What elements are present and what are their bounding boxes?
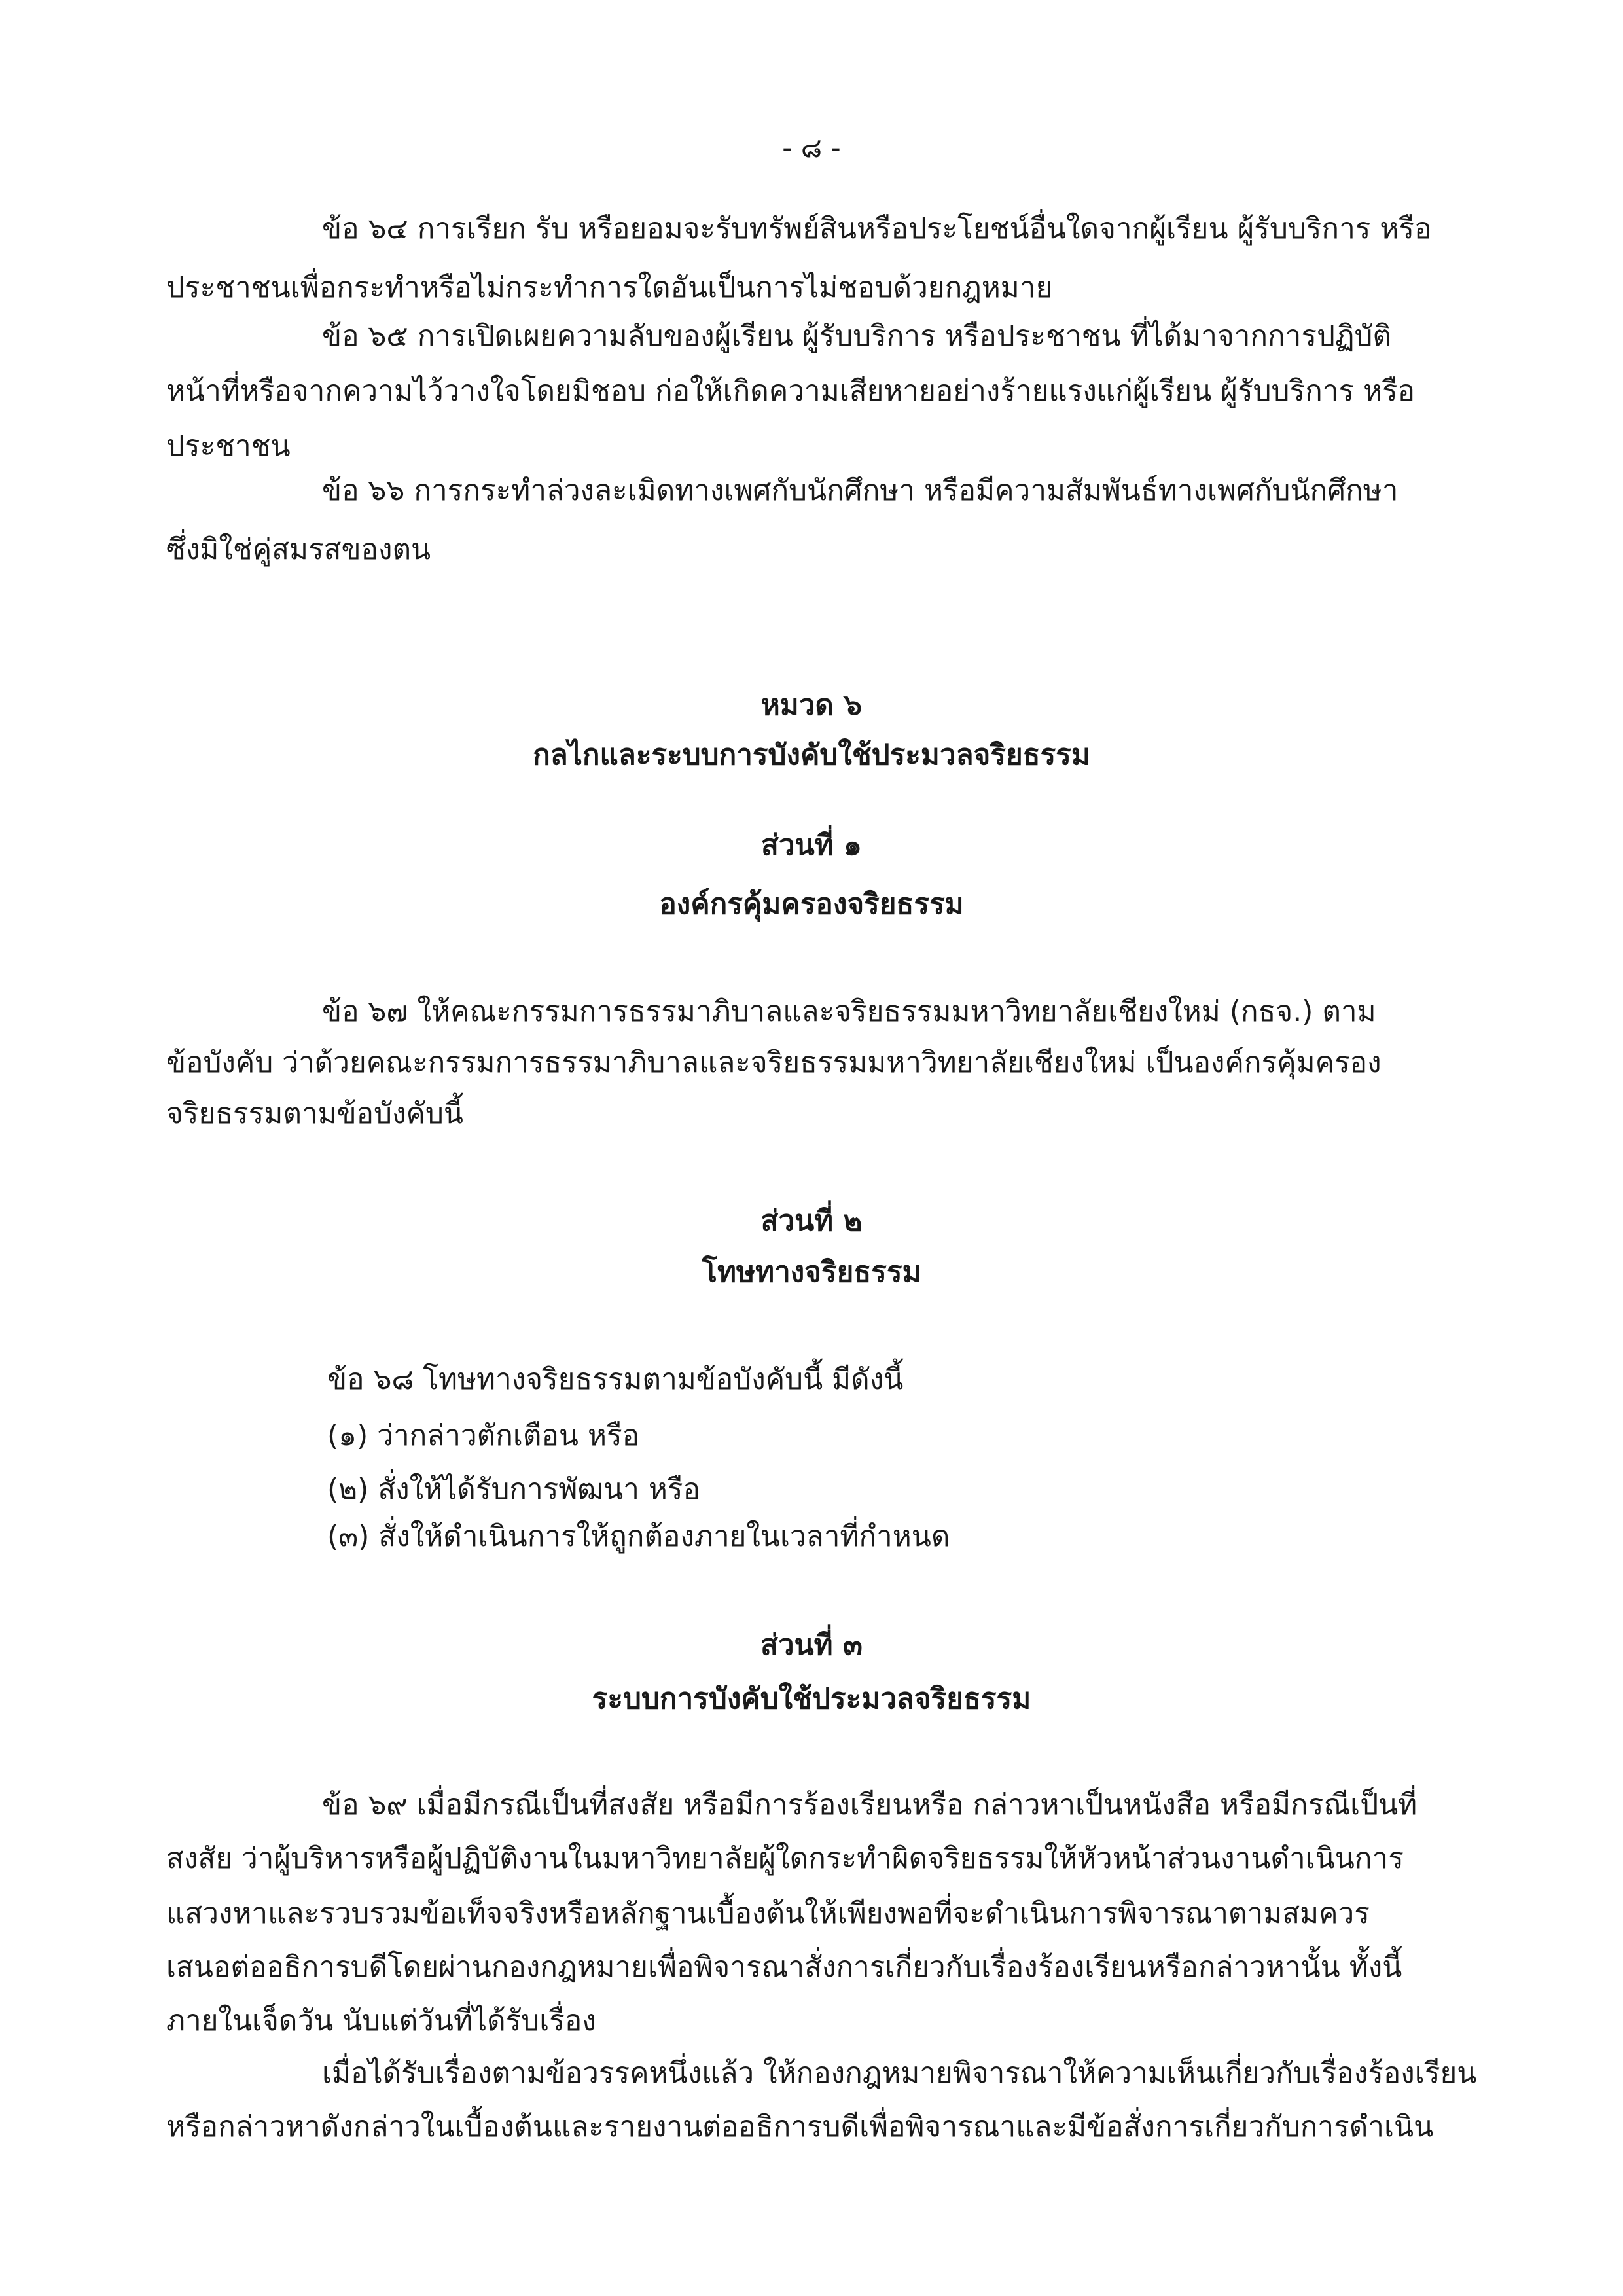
part-1-title: องค์กรคุ้มครองจริยธรรม [659, 888, 964, 921]
clause-69-para-2-line-1: เมื่อได้รับเรื่องตามข้อวรรคหนึ่งแล้ว ให้กองกฎหมายพิจารณาให้ความเห็นเกี่ยวกับเรื่องร้องเรียน [322, 2056, 1477, 2090]
part-3-title: ระบบการบังคับใช้ประมวลจริยธรรม [592, 1682, 1031, 1715]
clause-65-line-2: หน้าที่หรือจากความไว้วางใจโดยมิชอบ ก่อให้เกิดความเสียหายอย่างร้ายแรงแก่ผู้เรียน ผู้รับบริการ หรือ [166, 374, 1416, 408]
clause-68-item-3: (๓) สั่งให้ดำเนินการให้ถูกต้องภายในเวลาที่กำหนด [327, 1520, 950, 1553]
clause-68-item-2: (๒) สั่งให้ได้รับการพัฒนา หรือ [327, 1473, 700, 1506]
clause-67-line-2: ข้อบังคับ ว่าด้วยคณะกรรมการธรรมาภิบาลและจริยธรรมมหาวิทยาลัยเชียงใหม่ เป็นองค์กรคุ้มครอง [166, 1046, 1382, 1079]
clause-66-line-2: ซึ่งมิใช่คู่สมรสของตน [166, 533, 431, 566]
part-3-heading: ส่วนที่ ๓ [760, 1628, 863, 1662]
part-2-heading: ส่วนที่ ๒ [760, 1204, 863, 1238]
clause-69-line-4: เสนอต่ออธิการบดีโดยผ่านกองกฎหมายเพื่อพิจารณาสั่งการเกี่ยวกับเรื่องร้องเรียนหรือกล่าวหานั้น ทั้งนี้ [166, 1950, 1402, 1984]
clause-69-line-1: ข้อ ๖๙ เมื่อมีกรณีเป็นที่สงสัย หรือมีการร้องเรียนหรือ กล่าวหาเป็นหนังสือ หรือมีกรณีเป็นที่ [322, 1788, 1418, 1821]
clause-69-line-2: สงสัย ว่าผู้บริหารหรือผู้ปฏิบัติงานในมหาวิทยาลัยผู้ใดกระทำผิดจริยธรรมให้หัวหน้าส่วนงานดำเนินการ [166, 1842, 1404, 1875]
clause-64-line-2: ประชาชนเพื่อกระทำหรือไม่กระทำการใดอันเป็นการไม่ชอบด้วยกฎหมาย [166, 271, 1053, 304]
clause-69-line-5: ภายในเจ็ดวัน นับแต่วันที่ได้รับเรื่อง [166, 2004, 596, 2037]
clause-66-line-1: ข้อ ๖๖ การกระทำล่วงละเมิดทางเพศกับนักศึกษา หรือมีความสัมพันธ์ทางเพศกับนักศึกษา [322, 474, 1399, 507]
clause-68-item-1: (๑) ว่ากล่าวตักเตือน หรือ [327, 1419, 640, 1452]
clause-64-line-1: ข้อ ๖๔ การเรียก รับ หรือยอมจะรับทรัพย์สินหรือประโยชน์อื่นใดจากผู้เรียน ผู้รับบริการ หรือ [322, 212, 1432, 245]
part-2-title: โทษทางจริยธรรม [702, 1255, 921, 1289]
clause-67-line-3: จริยธรรมตามข้อบังคับนี้ [166, 1097, 463, 1130]
part-1-heading: ส่วนที่ ๑ [761, 829, 862, 862]
clause-65-line-3: ประชาชน [166, 429, 291, 463]
clause-69-para-2-line-2: หรือกล่าวหาดังกล่าวในเบื้องต้นและรายงานต่ออธิการบดีเพื่อพิจารณาและมีข้อสั่งการเกี่ยวกับการดำเนิน [166, 2110, 1434, 2144]
page-number: - ๘ - [782, 132, 841, 164]
chapter-heading: หมวด ๖ [760, 689, 863, 722]
clause-69-line-3: แสวงหาและรวบรวมข้อเท็จจริงหรือหลักฐานเบื้องต้นให้เพียงพอที่จะดำเนินการพิจารณาตามสมควร [166, 1897, 1370, 1930]
clause-68-line-1: ข้อ ๖๘ โทษทางจริยธรรมตามข้อบังคับนี้ มีดังนี้ [327, 1363, 904, 1396]
clause-67-line-1: ข้อ ๖๗ ให้คณะกรรมการธรรมาภิบาลและจริยธรรมมหาวิทยาลัยเชียงใหม่ (กธจ.) ตาม [322, 995, 1376, 1028]
chapter-title: กลไกและระบบการบังคับใช้ประมวลจริยธรรม [533, 738, 1090, 772]
clause-65-line-1: ข้อ ๖๕ การเปิดเผยความลับของผู้เรียน ผู้รับบริการ หรือประชาชน ที่ได้มาจากการปฏิบัติ [322, 319, 1391, 353]
